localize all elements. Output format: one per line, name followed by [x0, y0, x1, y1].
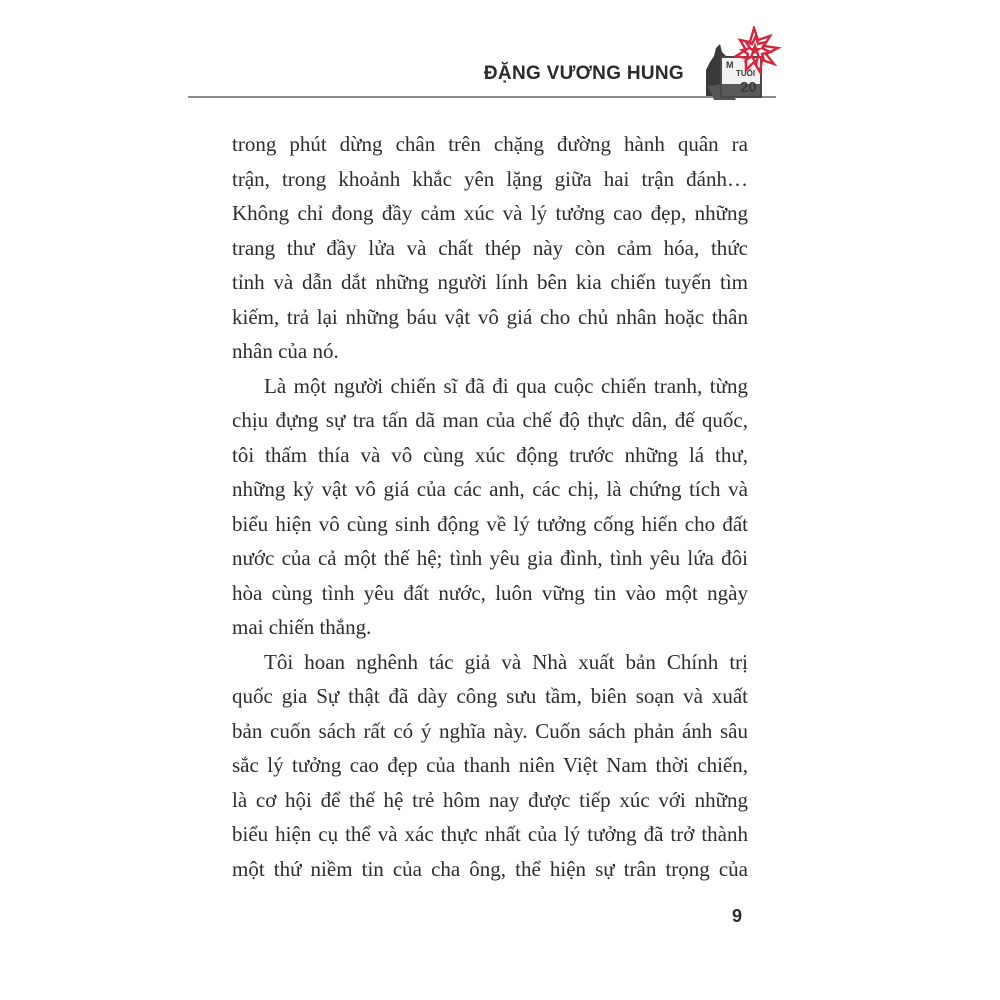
text-line: biểu hiện vô cùng sinh động về lý tưởng cống hiến cho đất [232, 511, 748, 536]
logo-text-mid: TUỔI [736, 69, 756, 78]
series-badge-icon [700, 26, 784, 100]
text-line: tôi thấm thía và vô cùng xúc động trước những lá thư, [232, 442, 748, 467]
text-line: tỉnh và dẫn dắt những người lính bên kia chiến tuyến tìm [232, 270, 748, 294]
text-line: trong phút dừng chân trên chặng đường hành quân ra [232, 132, 748, 156]
logo-text-top: M [726, 60, 734, 70]
paragraph-3 [232, 645, 748, 887]
text-line: Không chỉ đong đầy cảm xúc và lý tưởng cao đẹp, những [232, 201, 748, 225]
text-line: Là một người chiến sĩ đã đi qua cuộc chiến tranh, từng [264, 373, 748, 398]
text-line: biểu hiện cụ thể và xác thực nhất của lý tưởng đã trở thành [232, 822, 748, 846]
text-line: quốc gia Sự thật đã dày công sưu tầm, biên soạn và xuất [232, 684, 748, 708]
text-line: trận, trong khoảnh khắc yên lặng giữa hai trận đánh… [232, 166, 748, 191]
header-rule [188, 96, 776, 98]
text-line: bản cuốn sách rất có ý nghĩa này. Cuốn sách phản ánh sâu [232, 718, 748, 743]
body-text [232, 127, 748, 886]
text-line: nước của cả một thế hệ; tình yêu gia đình, tình yêu lứa đôi [232, 546, 748, 570]
text-line: kiếm, trả lại những báu vật vô giá cho chủ nhân hoặc thân [232, 304, 748, 329]
logo-text-number: 20 [740, 79, 757, 96]
text-line: chịu đựng sự tra tấn dã man của chế độ thực dân, đế quốc, [232, 408, 748, 432]
running-header-author: ĐẶNG VƯƠNG HUNG [483, 63, 684, 84]
text-line: một thứ niềm tin của cha ông, thể hiện sự trân trọng của [232, 856, 748, 881]
text-line: sắc lý tưởng cao đẹp của thanh niên Việt Nam thời chiến, [232, 753, 748, 777]
paragraph-2 [232, 369, 748, 645]
text-line: là cơ hội để thế hệ trẻ hôm nay được tiếp xúc với những [232, 787, 748, 812]
text-line: mai chiến thắng. [232, 615, 372, 639]
text-line: hòa cùng tình yêu đất nước, luôn vững tin vào một ngày [232, 580, 748, 605]
paragraph-1 [232, 127, 748, 369]
text-line: trang thư đầy lửa và chất thép này còn cảm hóa, thức [232, 235, 748, 260]
text-line: Tôi hoan nghênh tác giả và Nhà xuất bản Chính trị [264, 649, 748, 674]
page-number: 9 [732, 906, 743, 926]
page-header [0, 0, 1000, 110]
text-line: nhân của nó. [232, 339, 339, 363]
text-line: những kỷ vật vô giá của các anh, các chị, là chứng tích và [232, 477, 748, 501]
